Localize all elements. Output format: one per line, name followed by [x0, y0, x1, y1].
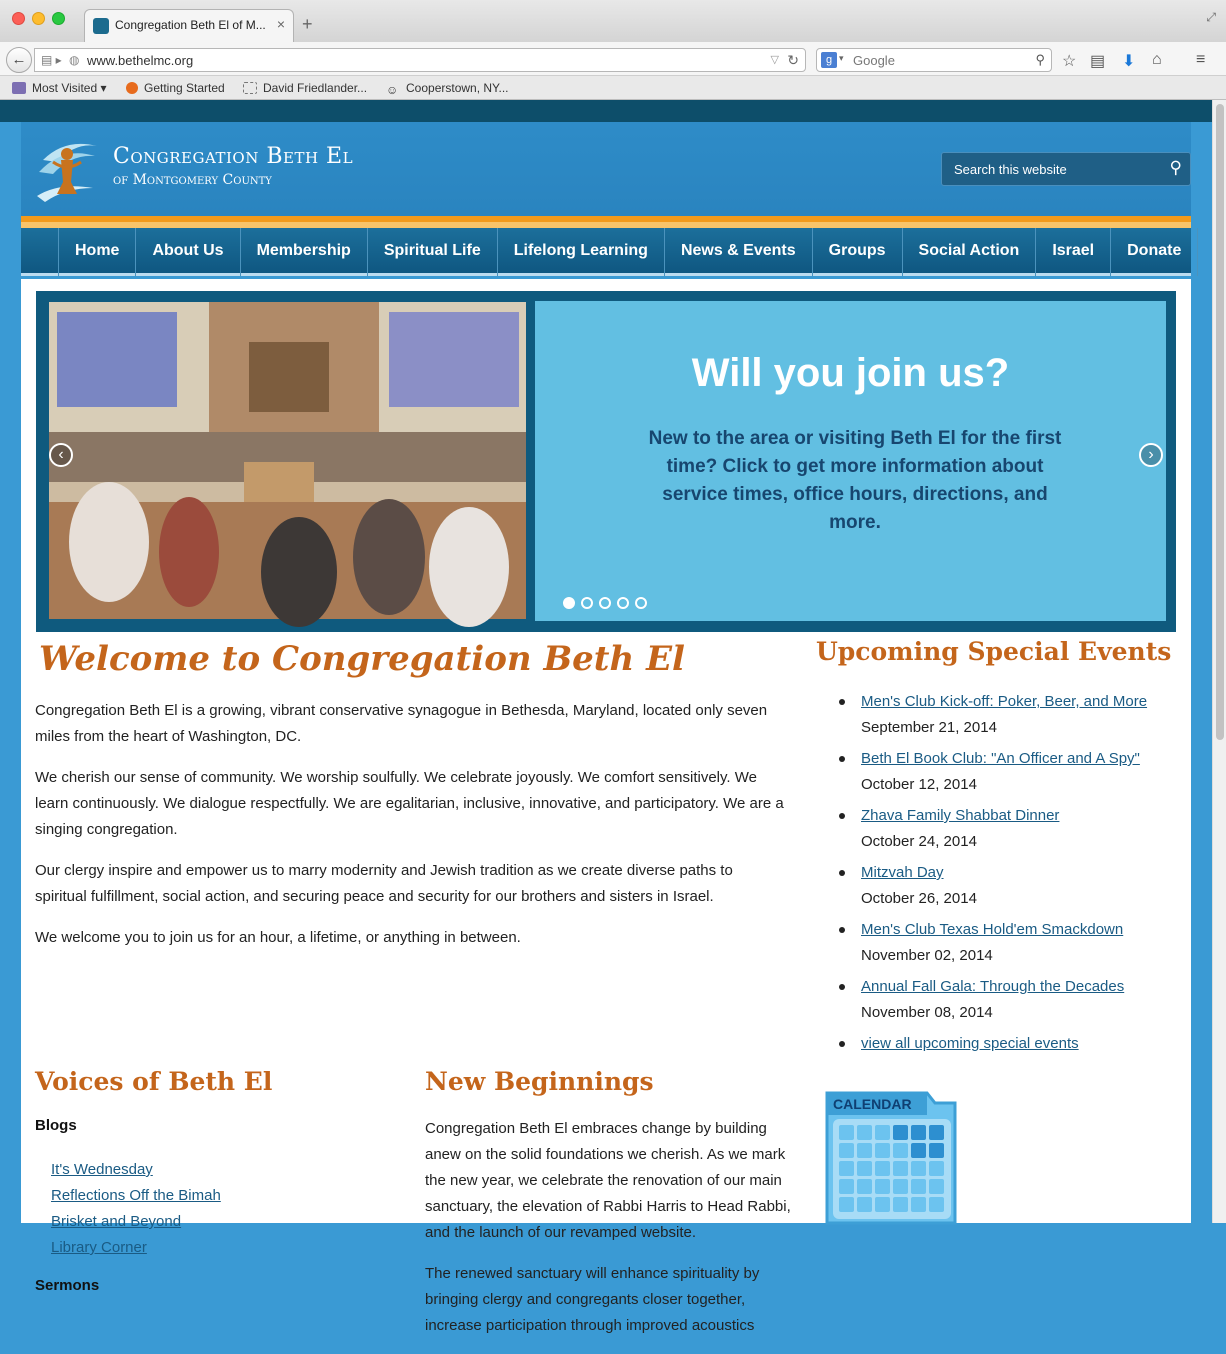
event-date: September 21, 2014 — [861, 719, 997, 736]
globe-icon: ◍ — [69, 53, 80, 67]
list-item — [861, 917, 1181, 969]
welcome-paragraph: We welcome you to join us for an hour, a lifetime, or anything in between. — [35, 929, 521, 946]
slide-headline[interactable]: Will you join us? — [691, 351, 1010, 395]
blog-list — [51, 1157, 221, 1261]
view-all-events-link[interactable]: view all upcoming special events — [861, 1035, 1079, 1052]
list-item — [861, 689, 1181, 741]
bookmarks-sidebar-icon[interactable]: ▤ ▸ — [41, 53, 62, 67]
home-icon[interactable]: ⌂ — [1152, 51, 1162, 68]
event-link[interactable]: Men's Club Kick-off: Poker, Beer, and More — [861, 693, 1148, 710]
browser-search-placeholder: Google — [853, 53, 895, 68]
calendar-day-cell — [911, 1197, 926, 1212]
welcome-paragraph: We cherish our sense of community. We worship soulfully. We celebrate joyously. We comfort sensitively. We learn continuously. We dialogue respectfully. We are egalitarian, inclusive, innovative, and participatory. We are a singing congregation. — [35, 769, 784, 838]
header-stripe — [21, 216, 1191, 228]
bookmark-star-icon[interactable]: ☆ — [1062, 53, 1077, 70]
bookmarks-menu-icon[interactable]: ▤ — [1090, 53, 1106, 70]
nav-israel[interactable]: Israel — [1036, 228, 1111, 276]
event-link[interactable]: Annual Fall Gala: Through the Decades — [861, 978, 1125, 995]
events-list — [861, 689, 1181, 1062]
calendar-day-cell — [893, 1197, 908, 1212]
welcome-paragraph: Our clergy inspire and empower us to marry modernity and Jewish tradition as we create diverse paths to spiritual fulfillment, social action, and securing peace and security for our brothers and sisters in Israel. — [35, 862, 733, 905]
url-history-dropdown-icon[interactable]: ▽ — [770, 54, 779, 66]
site-favicon-icon — [93, 18, 109, 34]
calendar-day-cell — [929, 1125, 944, 1140]
calendar-day-cell — [875, 1179, 890, 1194]
slider-pagination — [563, 597, 647, 609]
calendar-day-cell — [929, 1197, 944, 1212]
blogs-label: Blogs — [35, 1117, 77, 1134]
calendar-day-cell — [857, 1143, 872, 1158]
nav-home[interactable]: Home — [59, 228, 136, 276]
logo-title[interactable]: Congregation Beth El — [113, 144, 354, 169]
list-item — [861, 860, 1181, 912]
scrollbar-thumb[interactable] — [1216, 104, 1224, 740]
sermons-label: Sermons — [35, 1277, 100, 1294]
events-heading: Upcoming Special Events — [816, 637, 1172, 666]
folder-icon — [12, 82, 26, 94]
calendar-day-cell — [911, 1125, 926, 1140]
tab-close-icon[interactable]: × — [276, 16, 285, 32]
engine-dropdown-icon[interactable]: ▾ — [839, 53, 844, 63]
calendar-day-cell — [875, 1197, 890, 1212]
slider-next-icon[interactable]: › — [1139, 443, 1163, 467]
welcome-paragraph: Congregation Beth El is a growing, vibrant conservative synagogue in Bethesda, Maryland, located only seven miles from the heart of Washington, DC. — [35, 702, 768, 745]
event-link[interactable]: Mitzvah Day — [861, 864, 944, 881]
calendar-day-cell — [911, 1179, 926, 1194]
nav-about-us[interactable]: About Us — [136, 228, 240, 276]
event-link[interactable]: Beth El Book Club: "An Officer and A Spy" — [861, 750, 1140, 767]
slider-dot[interactable] — [617, 597, 629, 609]
google-engine-icon[interactable]: g — [821, 52, 837, 68]
calendar-day-cell — [929, 1143, 944, 1158]
calendar-day-cell — [857, 1179, 872, 1194]
calendar-day-cell — [839, 1161, 854, 1176]
calendar-day-cell — [911, 1161, 926, 1176]
menu-icon[interactable]: ≡ — [1196, 51, 1206, 68]
calendar-day-cell — [857, 1125, 872, 1140]
smiley-icon: ☺ — [386, 83, 399, 97]
blog-link[interactable]: It's Wednesday — [51, 1161, 153, 1178]
event-date: October 12, 2014 — [861, 776, 977, 793]
welcome-text — [35, 698, 785, 966]
site-search-placeholder: Search this website — [954, 162, 1067, 177]
calendar-day-cell — [839, 1197, 854, 1212]
slider-dot[interactable] — [563, 597, 575, 609]
slider-dot[interactable] — [581, 597, 593, 609]
calendar-day-cell — [875, 1125, 890, 1140]
new-tab-button[interactable]: + — [302, 14, 313, 34]
new-beginnings-heading: New Beginnings — [425, 1067, 654, 1096]
list-item — [51, 1235, 221, 1261]
calendar-day-cell — [839, 1125, 854, 1140]
bookmark-david-friedlander[interactable]: David Friedlander... — [243, 81, 367, 95]
page-top-bar — [0, 100, 1212, 122]
event-link[interactable]: Men's Club Texas Hold'em Smackdown — [861, 921, 1124, 938]
minimize-window-button[interactable] — [32, 12, 45, 25]
new-beginnings-paragraph: Congregation Beth El embraces change by building anew on the solid foundations we cherish. As we mark the new year, we celebrate the renovation of our main sanctuary, the elevation of Rabbi Harris to Head Rabbi, and the launch of our revamped website. — [425, 1120, 791, 1241]
page-scrollbar[interactable] — [1212, 100, 1226, 1223]
bookmarks-bar — [0, 76, 1226, 100]
fullscreen-icon[interactable]: ⤢ — [1206, 10, 1216, 24]
nav-membership[interactable]: Membership — [241, 228, 368, 276]
calendar-day-cell — [875, 1161, 890, 1176]
download-icon[interactable]: ⬇ — [1122, 53, 1136, 70]
calendar-day-cell — [857, 1161, 872, 1176]
calendar-day-cell — [839, 1143, 854, 1158]
sanctuary-photo[interactable] — [49, 302, 526, 619]
calendar-day-cell — [839, 1179, 854, 1194]
calendar-day-cell — [893, 1143, 908, 1158]
list-item — [861, 974, 1181, 1026]
slider-prev-icon[interactable]: ‹ — [49, 443, 73, 467]
list-item — [861, 746, 1181, 798]
nav-spiritual-life[interactable]: Spiritual Life — [368, 228, 498, 276]
web-page — [0, 100, 1212, 1334]
blog-link[interactable]: Brisket and Beyond — [51, 1213, 182, 1230]
hero-slider[interactable] — [36, 291, 1176, 632]
nav-social-action[interactable]: Social Action — [903, 228, 1037, 276]
zoom-window-button[interactable] — [52, 12, 65, 25]
welcome-heading: Welcome to Congregation Beth El — [39, 639, 685, 679]
search-icon[interactable]: ⚲ — [1169, 158, 1182, 177]
tab-title: Congregation Beth El of M... — [115, 18, 266, 32]
bookmark-cooperstown[interactable]: ☺ Cooperstown, NY... — [386, 81, 509, 97]
main-nav — [21, 228, 1191, 276]
list-item — [861, 803, 1181, 855]
browser-search-box[interactable] — [816, 48, 1052, 72]
url-text[interactable]: www.bethelmc.org — [87, 53, 194, 68]
calendar-day-cell — [929, 1179, 944, 1194]
calendar-day-cell — [929, 1161, 944, 1176]
browser-titlebar — [0, 0, 1226, 42]
logo-subtitle[interactable]: of Montgomery County — [113, 172, 272, 188]
search-icon[interactable]: ⚲ — [1035, 52, 1045, 67]
new-beginnings-text — [425, 1116, 795, 1354]
site-search-input[interactable] — [941, 152, 1191, 186]
firefox-icon — [126, 82, 138, 94]
calendar-day-cell — [893, 1125, 908, 1140]
list-item — [861, 1031, 1181, 1057]
page-icon — [243, 82, 257, 94]
event-date: October 24, 2014 — [861, 833, 977, 850]
close-window-button[interactable] — [12, 12, 25, 25]
calendar-icon[interactable] — [823, 1089, 959, 1223]
calendar-label: CALENDAR — [833, 1096, 912, 1112]
slide-body[interactable]: New to the area or visiting Beth El for the first time? Click to get more information about service times, office hours, directions, and more. — [648, 428, 1062, 533]
slider-dot[interactable] — [635, 597, 647, 609]
voices-heading: Voices of Beth El — [35, 1067, 273, 1096]
site-header — [21, 122, 1191, 216]
slider-dot[interactable] — [599, 597, 611, 609]
calendar-day-cell — [911, 1143, 926, 1158]
nav-news-events[interactable]: News & Events — [665, 228, 813, 276]
new-beginnings-paragraph: The renewed sanctuary will enhance spirituality by bringing clergy and congregants closer together, increase participation through improved acoustics — [425, 1265, 760, 1334]
list-item — [51, 1209, 221, 1235]
bookmark-most-visited[interactable]: Most Visited ▾ — [12, 81, 107, 95]
nav-lifelong-learning[interactable]: Lifelong Learning — [498, 228, 665, 276]
event-date: October 26, 2014 — [861, 890, 977, 907]
back-button[interactable]: ← — [6, 47, 32, 73]
event-link[interactable]: Zhava Family Shabbat Dinner — [861, 807, 1060, 824]
event-date: November 02, 2014 — [861, 947, 993, 964]
blog-link[interactable]: Reflections Off the Bimah — [51, 1187, 221, 1204]
beth-el-logo-icon[interactable] — [35, 132, 105, 204]
event-date: November 08, 2014 — [861, 1004, 993, 1021]
browser-tab[interactable] — [84, 9, 294, 42]
nav-items — [58, 228, 1198, 276]
reload-icon[interactable]: ↻ — [787, 52, 799, 68]
calendar-day-cell — [875, 1143, 890, 1158]
nav-donate[interactable]: Donate — [1111, 228, 1198, 276]
nav-groups[interactable]: Groups — [813, 228, 903, 276]
list-item — [51, 1183, 221, 1209]
blog-link[interactable]: Library Corner — [51, 1239, 147, 1256]
bookmark-getting-started[interactable]: Getting Started — [126, 81, 225, 95]
calendar-day-cell — [893, 1161, 908, 1176]
slide-text-panel[interactable] — [535, 301, 1166, 621]
calendar-day-cell — [857, 1197, 872, 1212]
list-item — [51, 1157, 221, 1183]
browser-toolbar — [0, 42, 1226, 76]
main-content — [21, 279, 1191, 1334]
url-bar[interactable] — [34, 48, 806, 72]
calendar-day-cell — [893, 1179, 908, 1194]
